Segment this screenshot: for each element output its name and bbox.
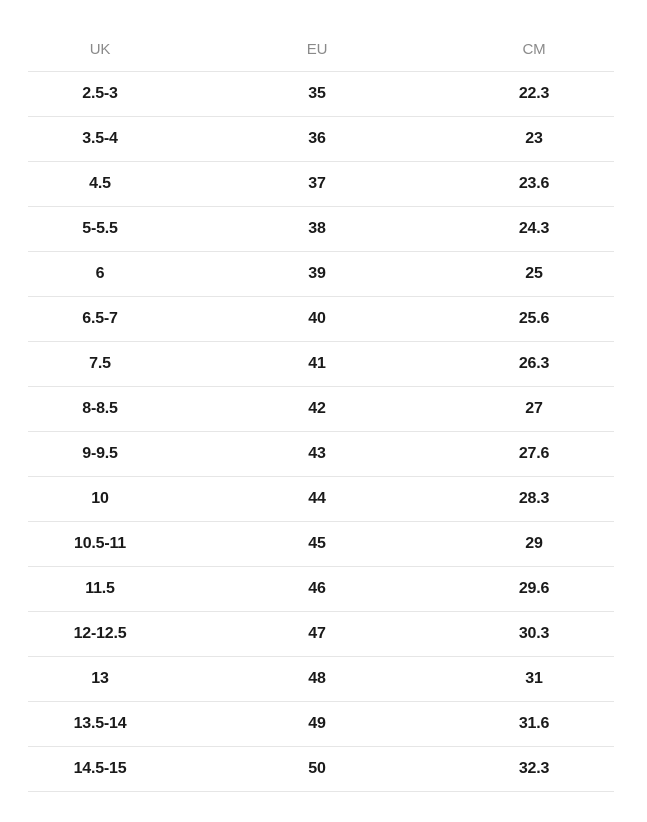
eu-size-cell: 37: [308, 175, 326, 192]
uk-size-cell: 6: [95, 265, 105, 282]
uk-size-cell: 3.5-4: [82, 130, 118, 147]
table-row: [28, 117, 614, 162]
uk-size-cell: 10.5-11: [74, 535, 126, 552]
table-row: [28, 612, 614, 657]
uk-size-cell: 7.5: [89, 355, 111, 372]
uk-size-cell: 13.5-14: [73, 715, 127, 732]
table-body: [28, 72, 614, 792]
cm-size-cell: 23: [525, 130, 543, 147]
size-chart-table: [28, 28, 614, 792]
cm-size-cell: 30.3: [518, 625, 550, 642]
table-row: [28, 432, 614, 477]
eu-size-cell: 35: [308, 85, 326, 102]
table-row: [28, 162, 614, 207]
uk-size-cell: 5-5.5: [82, 220, 118, 237]
eu-size-cell: 38: [308, 220, 326, 237]
table-row: [28, 342, 614, 387]
uk-size-cell: 8-8.5: [82, 400, 118, 417]
uk-size-cell: 4.5: [89, 175, 111, 192]
eu-size-cell: 44: [308, 490, 326, 507]
uk-size-cell: 12-12.5: [73, 625, 127, 642]
table-row: [28, 567, 614, 612]
column-header-eu: EU: [306, 41, 328, 58]
table-row: [28, 747, 614, 792]
table-row: [28, 387, 614, 432]
table-row: [28, 702, 614, 747]
eu-size-cell: 49: [308, 715, 326, 732]
table-row: [28, 207, 614, 252]
table-row: [28, 477, 614, 522]
cm-size-cell: 25.6: [518, 310, 550, 327]
cm-size-cell: 29.6: [518, 580, 550, 597]
column-header-uk: UK: [89, 41, 111, 58]
table-row: [28, 252, 614, 297]
uk-size-cell: 10: [91, 490, 109, 507]
uk-size-cell: 2.5-3: [82, 85, 118, 102]
eu-size-cell: 50: [308, 760, 326, 777]
eu-size-cell: 40: [308, 310, 326, 327]
cm-size-cell: 26.3: [518, 355, 550, 372]
uk-size-cell: 13: [91, 670, 109, 687]
cm-size-cell: 28.3: [518, 490, 550, 507]
eu-size-cell: 47: [308, 625, 326, 642]
eu-size-cell: 36: [308, 130, 326, 147]
column-header-cm: CM: [522, 41, 546, 58]
eu-size-cell: 46: [308, 580, 326, 597]
eu-size-cell: 48: [308, 670, 326, 687]
cm-size-cell: 31.6: [518, 715, 550, 732]
eu-size-cell: 43: [308, 445, 326, 462]
cm-size-cell: 31: [525, 670, 543, 687]
table-row: [28, 522, 614, 567]
cm-size-cell: 32.3: [518, 760, 550, 777]
cm-size-cell: 25: [525, 265, 543, 282]
cm-size-cell: 27.6: [518, 445, 550, 462]
uk-size-cell: 14.5-15: [73, 760, 127, 777]
cm-size-cell: 22.3: [518, 85, 550, 102]
uk-size-cell: 11.5: [85, 580, 115, 597]
cm-size-cell: 27: [525, 400, 543, 417]
eu-size-cell: 41: [308, 355, 326, 372]
table-row: [28, 72, 614, 117]
table-row: [28, 297, 614, 342]
table-row: [28, 657, 614, 702]
cm-size-cell: 29: [525, 535, 543, 552]
eu-size-cell: 42: [308, 400, 326, 417]
eu-size-cell: 45: [308, 535, 326, 552]
uk-size-cell: 6.5-7: [82, 310, 118, 327]
table-header-row: [28, 28, 614, 72]
eu-size-cell: 39: [308, 265, 326, 282]
uk-size-cell: 9-9.5: [82, 445, 118, 462]
cm-size-cell: 23.6: [518, 175, 550, 192]
cm-size-cell: 24.3: [518, 220, 550, 237]
